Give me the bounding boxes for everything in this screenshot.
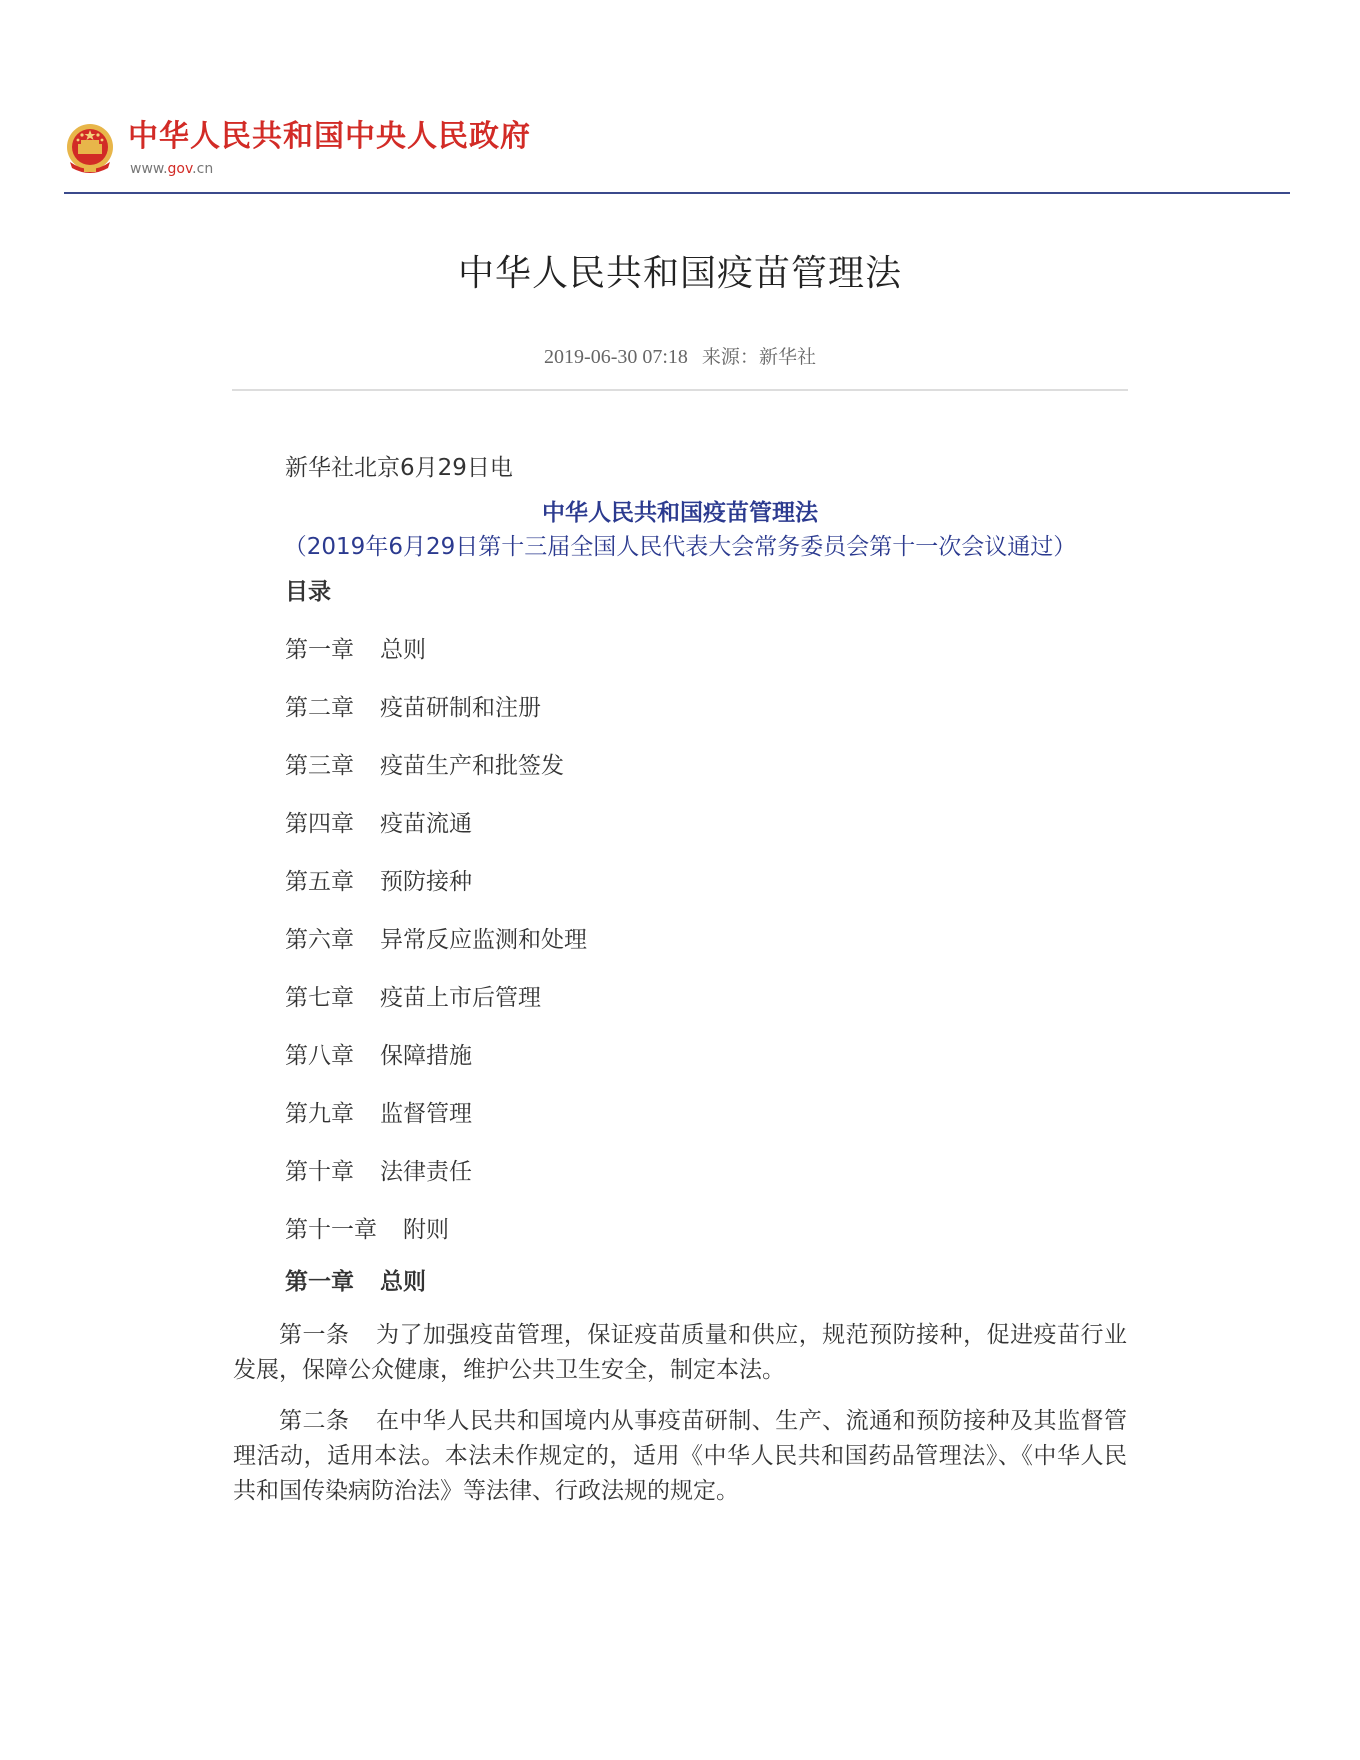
toc-chapter-number: 第一章 (285, 637, 354, 663)
url-suffix: .cn (192, 161, 214, 177)
toc-item (285, 1212, 1127, 1248)
toc-chapter-name: 预防接种 (380, 869, 472, 895)
publish-time: 2019-06-30 07:18 (544, 346, 688, 368)
toc-chapter-number: 第九章 (285, 1101, 354, 1127)
site-url[interactable] (130, 160, 213, 178)
article-number: 第二条 (279, 1408, 350, 1434)
law-title: 中华人民共和国疫苗管理法 (542, 500, 818, 526)
toc-item (285, 1154, 1127, 1190)
toc-chapter-name: 法律责任 (380, 1159, 472, 1185)
chapter-heading (285, 1264, 1127, 1300)
url-prefix: www. (130, 161, 168, 177)
article-body (233, 450, 1127, 1525)
national-emblem-icon[interactable] (64, 122, 116, 176)
title-divider (232, 389, 1128, 391)
article-number: 第一条 (279, 1322, 350, 1348)
site-name[interactable]: 中华人民共和国中央人民政府 (128, 119, 531, 154)
chapter-number: 第一章 (285, 1269, 354, 1295)
toc-item (285, 690, 1127, 726)
toc-chapter-number: 第六章 (285, 927, 354, 953)
toc-item (285, 632, 1127, 668)
toc-chapter-name: 保障措施 (380, 1043, 472, 1069)
article-meta (0, 344, 1360, 370)
law-subtitle: （2019年6月29日第十三届全国人民代表大会常务委员会第十一次会议通过） (283, 534, 1077, 560)
source-label: 来源： (701, 346, 759, 368)
source-name: 新华社 (758, 346, 816, 368)
toc-chapter-name: 附则 (403, 1217, 449, 1243)
toc-chapter-number: 第七章 (285, 985, 354, 1011)
toc-item (285, 980, 1127, 1016)
toc-chapter-name: 总则 (380, 637, 426, 663)
site-header (64, 118, 1290, 194)
toc-chapter-number: 第二章 (285, 695, 354, 721)
toc-item (285, 1096, 1127, 1132)
url-domain: gov (167, 161, 193, 177)
toc-chapter-name: 监督管理 (380, 1101, 472, 1127)
toc-chapter-name: 异常反应监测和处理 (380, 927, 587, 953)
toc-item (285, 922, 1127, 958)
toc-item (285, 806, 1127, 842)
toc-chapter-number: 第八章 (285, 1043, 354, 1069)
toc-chapter-number: 第三章 (285, 753, 354, 779)
article-paragraph (233, 1404, 1127, 1509)
article-text: 为了加强疫苗管理，保证疫苗质量和供应，规范预防接种，促进疫苗行业发展，保障公众健康，维护公共卫生安全，制定本法。 (233, 1322, 1128, 1383)
toc-chapter-number: 第十一章 (285, 1217, 377, 1243)
toc-chapter-number: 第十章 (285, 1159, 354, 1185)
toc-chapter-number: 第四章 (285, 811, 354, 837)
toc-list (233, 632, 1127, 1248)
dateline: 新华社北京6月29日电 (285, 455, 513, 481)
toc-item (285, 1038, 1127, 1074)
toc-item (285, 864, 1127, 900)
toc-heading: 目录 (285, 579, 331, 605)
toc-chapter-name: 疫苗流通 (380, 811, 472, 837)
toc-chapter-name: 疫苗上市后管理 (380, 985, 541, 1011)
article-title: 中华人民共和国疫苗管理法 (457, 253, 902, 294)
chapter-name: 总则 (380, 1269, 426, 1295)
toc-chapter-name: 疫苗研制和注册 (380, 695, 541, 721)
article-paragraph (233, 1318, 1127, 1388)
toc-item (285, 748, 1127, 784)
toc-chapter-number: 第五章 (285, 869, 354, 895)
toc-chapter-name: 疫苗生产和批签发 (380, 753, 564, 779)
article-text: 在中华人民共和国境内从事疫苗研制、生产、流通和预防接种及其监督管理活动，适用本法。本法未作规定的，适用《中华人民共和国药品管理法》、《中华人民共和国传染病防治法》等法律、行政法规的规定。 (233, 1408, 1128, 1504)
